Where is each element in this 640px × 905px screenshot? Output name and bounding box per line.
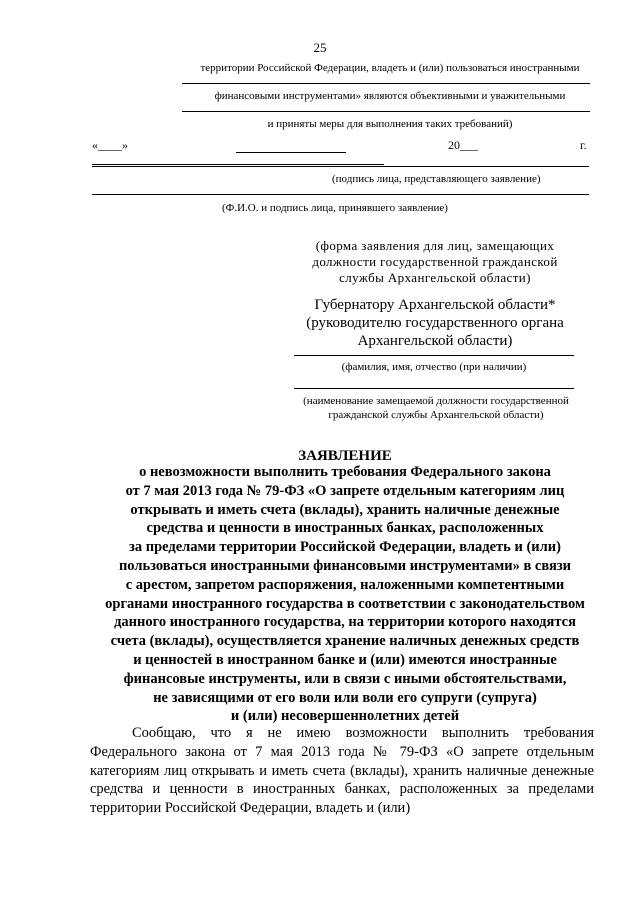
continuation-line-1: территории Российской Федерации, владеть и (или) пользоваться иностранными [200, 62, 580, 74]
body-paragraph [90, 724, 594, 818]
signature-line-receiver[interactable] [92, 194, 589, 195]
position-caption [286, 394, 586, 422]
continuation-line-2: финансовыми инструментами» являются объективными и уважительными [214, 90, 566, 102]
heading-line: финансовые инструменты, или в связи с иными обстоятельствами, [123, 670, 567, 687]
position-caption-line: (наименование замещаемой должности государственной [303, 395, 569, 407]
fill-line [182, 111, 590, 112]
fill-line [182, 83, 590, 84]
heading-line: с арестом, запретом распоряжения, наложенными компетентными [125, 576, 565, 593]
heading-line: открывать и иметь счета (вклады), хранить наличные денежные [130, 501, 560, 518]
form-note [290, 238, 580, 286]
addressee-line: Губернатору Архангельской области* [314, 297, 556, 313]
form-note-line: должности государственной гражданской [312, 254, 558, 269]
addressee-block [290, 296, 580, 350]
heading-line: не зависящими от его воли или воли его супруги (супруга) [153, 689, 537, 706]
document-title: ЗАЯВЛЕНИЕ [298, 448, 392, 464]
heading-line: за пределами территории Российской Федерации, владеть и (или) [129, 539, 561, 556]
signature-line-left[interactable] [92, 164, 384, 165]
heading-line: пользоваться иностранными финансовыми инструментами» в связи [118, 557, 572, 574]
heading-line: от 7 мая 2013 года № 79-ФЗ «О запрете отдельным категориям лиц [125, 482, 565, 499]
date-row [0, 138, 640, 158]
position-caption-line: гражданской службы Архангельской области) [328, 409, 544, 421]
heading-line: о невозможности выполнить требования Федерального закона [139, 464, 551, 480]
addressee-line: (руководителю государственного органа [306, 315, 564, 331]
heading-line: данного иностранного государства, на территории которого находятся [114, 614, 576, 631]
form-note-line: (форма заявления для лиц, замещающих [315, 238, 555, 253]
position-field[interactable] [294, 388, 574, 389]
date-year-suffix: г. [580, 138, 587, 152]
heading-line: органами иностранного государства в соответствии с законодательством [105, 595, 585, 612]
document-heading [70, 463, 620, 726]
signature-caption-receiver: (Ф.И.О. и подпись лица, принявшего заявление) [222, 202, 448, 214]
heading-line: счета (вклады), осуществляется хранение наличных денежных средств [110, 633, 580, 650]
signature-caption-applicant: (подпись лица, представляющего заявление) [332, 173, 541, 185]
date-month-field[interactable] [236, 152, 346, 153]
addressee-line: Архангельской области) [357, 333, 513, 349]
body-text: Сообщаю, что я не имею возможности выполнить требования Федерального закона от 7 мая 2013 года № 79-ФЗ «О запрете отдельным категориям лиц открывать и иметь счета (вклады), хранить наличные денежные средства и ценности в иностранных банках, расположенных за пределами территории Российской Федерации, владеть и (или) [90, 725, 594, 817]
date-year-field[interactable]: 20___ [448, 138, 478, 152]
signature-line-applicant[interactable] [92, 166, 589, 167]
page-number: 25 [313, 40, 327, 55]
fio-field[interactable] [294, 355, 574, 356]
fio-caption: (фамилия, имя, отчество (при наличии) [341, 361, 527, 373]
date-day-field[interactable]: «____» [92, 138, 128, 152]
continuation-line-3: и приняты меры для выполнения таких требований) [267, 118, 513, 130]
heading-line: и (или) несовершеннолетних детей [230, 708, 460, 725]
form-note-line: службы Архангельской области) [339, 270, 531, 285]
heading-line: и ценностей в иностранном банке и (или) имеются иностранные [133, 651, 557, 668]
heading-line: средства и ценности в иностранных банках, расположенных [146, 520, 544, 537]
